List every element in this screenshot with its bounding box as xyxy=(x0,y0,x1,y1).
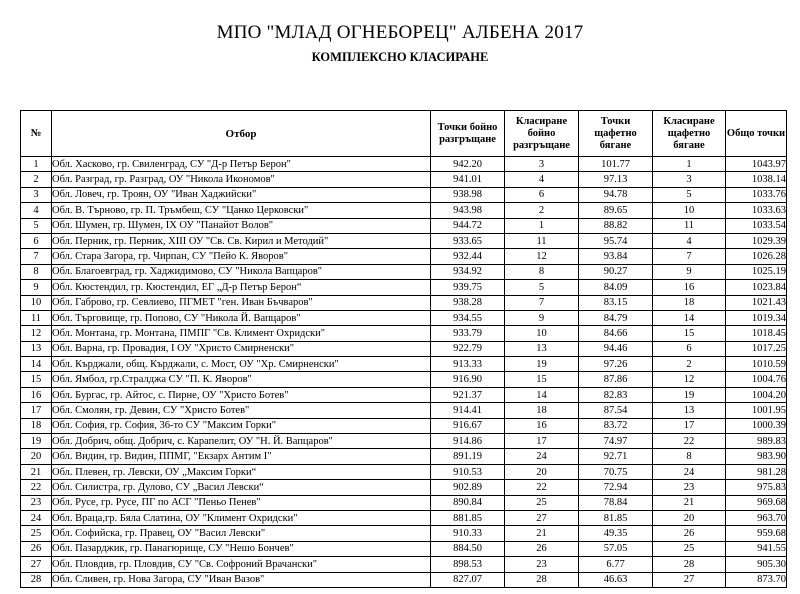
cell-relay-rank: 8 xyxy=(653,449,726,464)
cell-combat-rank: 2 xyxy=(505,203,579,218)
cell-team: Обл. Перник, гр. Перник, XIII ОУ "Св. Св. Кирил и Методий" xyxy=(52,233,431,248)
table-row xyxy=(21,187,787,202)
cell-total-points: 969.68 xyxy=(726,495,787,510)
cell-total-points: 989.83 xyxy=(726,434,787,449)
cell-number: 26 xyxy=(21,541,52,556)
cell-number: 1 xyxy=(21,157,52,172)
cell-relay-rank: 5 xyxy=(653,187,726,202)
cell-combat-rank: 7 xyxy=(505,295,579,310)
cell-combat-rank: 11 xyxy=(505,233,579,248)
cell-relay-points: 6.77 xyxy=(579,557,653,572)
cell-relay-points: 84.09 xyxy=(579,280,653,295)
cell-combat-points: 916.90 xyxy=(431,372,505,387)
cell-combat-rank: 25 xyxy=(505,495,579,510)
table-row xyxy=(21,418,787,433)
cell-team: Обл. Варна, гр. Провадия, I ОУ "Христо Смирненски" xyxy=(52,341,431,356)
cell-combat-rank: 19 xyxy=(505,357,579,372)
cell-team: Обл. Враца,гр. Бяла Слатина, ОУ "Климент Охридски" xyxy=(52,510,431,525)
cell-combat-points: 938.98 xyxy=(431,187,505,202)
cell-total-points: 975.83 xyxy=(726,480,787,495)
cell-relay-points: 93.84 xyxy=(579,249,653,264)
cell-combat-points: 934.55 xyxy=(431,310,505,325)
table-row xyxy=(21,387,787,402)
cell-relay-rank: 21 xyxy=(653,495,726,510)
cell-combat-rank: 5 xyxy=(505,280,579,295)
cell-number: 12 xyxy=(21,326,52,341)
cell-relay-points: 46.63 xyxy=(579,572,653,587)
cell-combat-points: 827.07 xyxy=(431,572,505,587)
cell-total-points: 1033.76 xyxy=(726,187,787,202)
cell-number: 4 xyxy=(21,203,52,218)
cell-total-points: 1000.39 xyxy=(726,418,787,433)
cell-number: 22 xyxy=(21,480,52,495)
table-row xyxy=(21,449,787,464)
table-row xyxy=(21,526,787,541)
cell-combat-rank: 12 xyxy=(505,249,579,264)
cell-relay-rank: 25 xyxy=(653,541,726,556)
cell-combat-points: 939.75 xyxy=(431,280,505,295)
cell-relay-rank: 16 xyxy=(653,280,726,295)
cell-combat-points: 942.20 xyxy=(431,157,505,172)
cell-combat-points: 902.89 xyxy=(431,480,505,495)
table-row xyxy=(21,357,787,372)
table-row xyxy=(21,310,787,325)
table-row xyxy=(21,572,787,587)
page-subtitle: КОМПЛЕКСНО КЛАСИРАНЕ xyxy=(311,50,489,64)
cell-combat-points: 934.92 xyxy=(431,264,505,279)
cell-team: Обл. Русе, гр. Русе, ПГ по АСГ "Пеньо Пенев" xyxy=(52,495,431,510)
cell-number: 19 xyxy=(21,434,52,449)
cell-relay-points: 92.71 xyxy=(579,449,653,464)
cell-number: 10 xyxy=(21,295,52,310)
cell-relay-points: 72.94 xyxy=(579,480,653,495)
cell-relay-points: 101.77 xyxy=(579,157,653,172)
column-header-team: Отбор xyxy=(52,111,431,157)
cell-relay-points: 74.97 xyxy=(579,434,653,449)
cell-total-points: 1025.19 xyxy=(726,264,787,279)
cell-relay-points: 94.46 xyxy=(579,341,653,356)
cell-relay-rank: 14 xyxy=(653,310,726,325)
cell-team: Обл. Ямбол, гр.Стралджа СУ "П. К. Яворов" xyxy=(52,372,431,387)
cell-number: 27 xyxy=(21,557,52,572)
cell-relay-rank: 18 xyxy=(653,295,726,310)
cell-relay-points: 70.75 xyxy=(579,464,653,479)
cell-number: 25 xyxy=(21,526,52,541)
cell-total-points: 981.28 xyxy=(726,464,787,479)
cell-team: Обл. Пазарджик, гр. Панагюрище, СУ "Нешо Бончев" xyxy=(52,541,431,556)
cell-number: 2 xyxy=(21,172,52,187)
cell-number: 6 xyxy=(21,233,52,248)
cell-combat-rank: 15 xyxy=(505,372,579,387)
cell-number: 16 xyxy=(21,387,52,402)
cell-total-points: 1043.97 xyxy=(726,157,787,172)
cell-combat-rank: 4 xyxy=(505,172,579,187)
cell-total-points: 1004.76 xyxy=(726,372,787,387)
cell-combat-rank: 9 xyxy=(505,310,579,325)
cell-combat-points: 933.79 xyxy=(431,326,505,341)
cell-total-points: 1029.39 xyxy=(726,233,787,248)
cell-team: Обл. Видин, гр. Видин, ППМГ, "Екзарх Антим I" xyxy=(52,449,431,464)
cell-relay-points: 90.27 xyxy=(579,264,653,279)
cell-combat-rank: 20 xyxy=(505,464,579,479)
table-header-row xyxy=(21,111,787,157)
cell-relay-rank: 27 xyxy=(653,572,726,587)
cell-combat-points: 910.53 xyxy=(431,464,505,479)
cell-team: Обл. София, гр. София, 36-то СУ "Максим Горки" xyxy=(52,418,431,433)
cell-relay-points: 83.72 xyxy=(579,418,653,433)
cell-number: 24 xyxy=(21,510,52,525)
column-header-combat-points: Точки бойно разгръщане xyxy=(431,111,505,157)
cell-total-points: 1019.34 xyxy=(726,310,787,325)
cell-total-points: 983.90 xyxy=(726,449,787,464)
table-row xyxy=(21,464,787,479)
cell-relay-rank: 15 xyxy=(653,326,726,341)
cell-combat-points: 881.85 xyxy=(431,510,505,525)
cell-relay-rank: 13 xyxy=(653,403,726,418)
table-row xyxy=(21,264,787,279)
cell-combat-points: 932.44 xyxy=(431,249,505,264)
cell-combat-rank: 8 xyxy=(505,264,579,279)
cell-team: Обл. Благоевград, гр. Хаджидимово, СУ "Никола Вапцаров" xyxy=(52,264,431,279)
cell-team: Обл. Хасково, гр. Свиленград, СУ "Д-р Петър Берон" xyxy=(52,157,431,172)
cell-combat-rank: 26 xyxy=(505,541,579,556)
cell-combat-points: 891.19 xyxy=(431,449,505,464)
cell-relay-points: 97.13 xyxy=(579,172,653,187)
cell-team: Обл. Добрич, общ. Добрич, с. Карапелит, ОУ "Н. Й. Вапцаров" xyxy=(52,434,431,449)
cell-team: Обл. Търговище, гр. Попово, СУ "Никола Й. Вапцаров" xyxy=(52,310,431,325)
table-row xyxy=(21,557,787,572)
cell-combat-rank: 23 xyxy=(505,557,579,572)
cell-relay-rank: 10 xyxy=(653,203,726,218)
cell-number: 13 xyxy=(21,341,52,356)
table-row xyxy=(21,218,787,233)
cell-relay-rank: 19 xyxy=(653,387,726,402)
cell-combat-points: 890.84 xyxy=(431,495,505,510)
table-row xyxy=(21,172,787,187)
table-row xyxy=(21,434,787,449)
cell-total-points: 1033.54 xyxy=(726,218,787,233)
cell-combat-rank: 13 xyxy=(505,341,579,356)
cell-combat-rank: 3 xyxy=(505,157,579,172)
cell-total-points: 1017.25 xyxy=(726,341,787,356)
cell-relay-rank: 12 xyxy=(653,372,726,387)
cell-relay-points: 88.82 xyxy=(579,218,653,233)
cell-combat-rank: 17 xyxy=(505,434,579,449)
cell-combat-rank: 16 xyxy=(505,418,579,433)
cell-total-points: 905.30 xyxy=(726,557,787,572)
cell-team: Обл. Силистра, гр. Дулово, СУ „Васил Левски“ xyxy=(52,480,431,495)
cell-combat-points: 914.86 xyxy=(431,434,505,449)
cell-total-points: 959.68 xyxy=(726,526,787,541)
cell-number: 7 xyxy=(21,249,52,264)
cell-combat-points: 913.33 xyxy=(431,357,505,372)
cell-number: 23 xyxy=(21,495,52,510)
column-header-number: № xyxy=(21,111,52,157)
table-row xyxy=(21,280,787,295)
column-header-combat-rank: Класиране бойно разгръщане xyxy=(505,111,579,157)
cell-team: Обл. Бургас, гр. Айтос, с. Пирне, ОУ "Христо Ботев" xyxy=(52,387,431,402)
cell-team: Обл. Стара Загора, гр. Чирпан, СУ "Пейо К. Яворов" xyxy=(52,249,431,264)
cell-team: Обл. Кърджали, общ. Кърджали, с. Мост, ОУ "Хр. Смирненски" xyxy=(52,357,431,372)
cell-combat-rank: 14 xyxy=(505,387,579,402)
column-header-relay-rank: Класиране щафетно бягане xyxy=(653,111,726,157)
cell-relay-rank: 22 xyxy=(653,434,726,449)
cell-relay-rank: 1 xyxy=(653,157,726,172)
cell-number: 9 xyxy=(21,280,52,295)
column-header-total-points: Общо точки xyxy=(726,111,787,157)
cell-relay-points: 78.84 xyxy=(579,495,653,510)
table-body xyxy=(21,157,787,588)
table-row xyxy=(21,157,787,172)
cell-total-points: 1038.14 xyxy=(726,172,787,187)
cell-team: Обл. Монтана, гр. Монтана, ПМПГ "Св. Климент Охридски" xyxy=(52,326,431,341)
cell-combat-rank: 28 xyxy=(505,572,579,587)
cell-team: Обл. Габрово, гр. Севлиево, ПГМЕТ "ген. Иван Бъчваров" xyxy=(52,295,431,310)
cell-team: Обл. В. Търново, гр. П. Тръмбеш, СУ "Цанко Церковски" xyxy=(52,203,431,218)
table-row xyxy=(21,510,787,525)
cell-relay-points: 57.05 xyxy=(579,541,653,556)
cell-combat-points: 944.72 xyxy=(431,218,505,233)
cell-combat-points: 914.41 xyxy=(431,403,505,418)
cell-number: 5 xyxy=(21,218,52,233)
cell-team: Обл. Шумен, гр. Шумен, IX ОУ "Панайот Волов" xyxy=(52,218,431,233)
cell-combat-points: 938.28 xyxy=(431,295,505,310)
cell-combat-rank: 22 xyxy=(505,480,579,495)
cell-relay-points: 95.74 xyxy=(579,233,653,248)
cell-team: Обл. Софийска, гр. Правец, ОУ "Васил Левски" xyxy=(52,526,431,541)
cell-relay-rank: 7 xyxy=(653,249,726,264)
cell-combat-points: 941.01 xyxy=(431,172,505,187)
cell-relay-points: 49.35 xyxy=(579,526,653,541)
cell-team: Обл. Кюстендил, гр. Кюстендил, ЕГ „Д-р Петър Берон“ xyxy=(52,280,431,295)
table-row xyxy=(21,203,787,218)
cell-team: Обл. Пловдив, гр. Пловдив, СУ "Св. Софроний Врачански" xyxy=(52,557,431,572)
column-header-relay-points: Точки щафетно бягане xyxy=(579,111,653,157)
cell-total-points: 873.70 xyxy=(726,572,787,587)
cell-relay-points: 94.78 xyxy=(579,187,653,202)
cell-total-points: 1026.28 xyxy=(726,249,787,264)
cell-total-points: 963.70 xyxy=(726,510,787,525)
cell-combat-rank: 18 xyxy=(505,403,579,418)
page-title: МПО "МЛАД ОГНЕБОРЕЦ" АЛБЕНА 2017 xyxy=(216,22,584,43)
cell-combat-rank: 27 xyxy=(505,510,579,525)
cell-relay-points: 84.66 xyxy=(579,326,653,341)
cell-total-points: 1033.63 xyxy=(726,203,787,218)
cell-total-points: 1023.84 xyxy=(726,280,787,295)
cell-total-points: 1010.59 xyxy=(726,357,787,372)
cell-relay-rank: 11 xyxy=(653,218,726,233)
cell-relay-points: 87.54 xyxy=(579,403,653,418)
cell-combat-points: 916.67 xyxy=(431,418,505,433)
cell-combat-rank: 24 xyxy=(505,449,579,464)
cell-combat-rank: 21 xyxy=(505,526,579,541)
cell-relay-points: 87.86 xyxy=(579,372,653,387)
table-row xyxy=(21,326,787,341)
cell-relay-rank: 9 xyxy=(653,264,726,279)
cell-number: 11 xyxy=(21,310,52,325)
cell-combat-points: 933.65 xyxy=(431,233,505,248)
results-table xyxy=(20,110,787,588)
cell-team: Обл. Ловеч, гр. Троян, ОУ "Иван Хаджийски" xyxy=(52,187,431,202)
cell-combat-points: 921.37 xyxy=(431,387,505,402)
cell-number: 20 xyxy=(21,449,52,464)
cell-number: 21 xyxy=(21,464,52,479)
cell-relay-points: 97.26 xyxy=(579,357,653,372)
cell-combat-points: 922.79 xyxy=(431,341,505,356)
cell-combat-rank: 1 xyxy=(505,218,579,233)
cell-number: 28 xyxy=(21,572,52,587)
cell-combat-rank: 10 xyxy=(505,326,579,341)
table-row xyxy=(21,372,787,387)
table-row xyxy=(21,495,787,510)
cell-relay-rank: 4 xyxy=(653,233,726,248)
cell-combat-points: 898.53 xyxy=(431,557,505,572)
cell-relay-points: 83.15 xyxy=(579,295,653,310)
cell-team: Обл. Разград, гр. Разград, ОУ "Никола Икономов" xyxy=(52,172,431,187)
table-row xyxy=(21,480,787,495)
table-row xyxy=(21,295,787,310)
cell-relay-points: 89.65 xyxy=(579,203,653,218)
cell-total-points: 1021.43 xyxy=(726,295,787,310)
table-row xyxy=(21,341,787,356)
cell-relay-points: 82.83 xyxy=(579,387,653,402)
cell-relay-rank: 20 xyxy=(653,510,726,525)
cell-team: Обл. Сливен, гр. Нова Загора, СУ "Иван Вазов" xyxy=(52,572,431,587)
cell-number: 15 xyxy=(21,372,52,387)
cell-number: 8 xyxy=(21,264,52,279)
cell-combat-points: 910.33 xyxy=(431,526,505,541)
cell-relay-rank: 23 xyxy=(653,480,726,495)
cell-number: 3 xyxy=(21,187,52,202)
cell-number: 14 xyxy=(21,357,52,372)
cell-team: Обл. Смолян, гр. Девин, СУ "Христо Ботев" xyxy=(52,403,431,418)
cell-relay-rank: 24 xyxy=(653,464,726,479)
cell-combat-points: 884.50 xyxy=(431,541,505,556)
cell-total-points: 1004.20 xyxy=(726,387,787,402)
cell-relay-rank: 28 xyxy=(653,557,726,572)
cell-relay-rank: 17 xyxy=(653,418,726,433)
cell-total-points: 941.55 xyxy=(726,541,787,556)
cell-total-points: 1001.95 xyxy=(726,403,787,418)
cell-combat-rank: 6 xyxy=(505,187,579,202)
table-row xyxy=(21,249,787,264)
cell-team: Обл. Плевен, гр. Левски, ОУ „Максим Горки“ xyxy=(52,464,431,479)
cell-total-points: 1018.45 xyxy=(726,326,787,341)
cell-number: 17 xyxy=(21,403,52,418)
cell-relay-points: 84.79 xyxy=(579,310,653,325)
table-row xyxy=(21,541,787,556)
cell-relay-points: 81.85 xyxy=(579,510,653,525)
cell-number: 18 xyxy=(21,418,52,433)
cell-relay-rank: 6 xyxy=(653,341,726,356)
cell-relay-rank: 26 xyxy=(653,526,726,541)
cell-relay-rank: 3 xyxy=(653,172,726,187)
table-row xyxy=(21,403,787,418)
cell-relay-rank: 2 xyxy=(653,357,726,372)
cell-combat-points: 943.98 xyxy=(431,203,505,218)
table-row xyxy=(21,233,787,248)
